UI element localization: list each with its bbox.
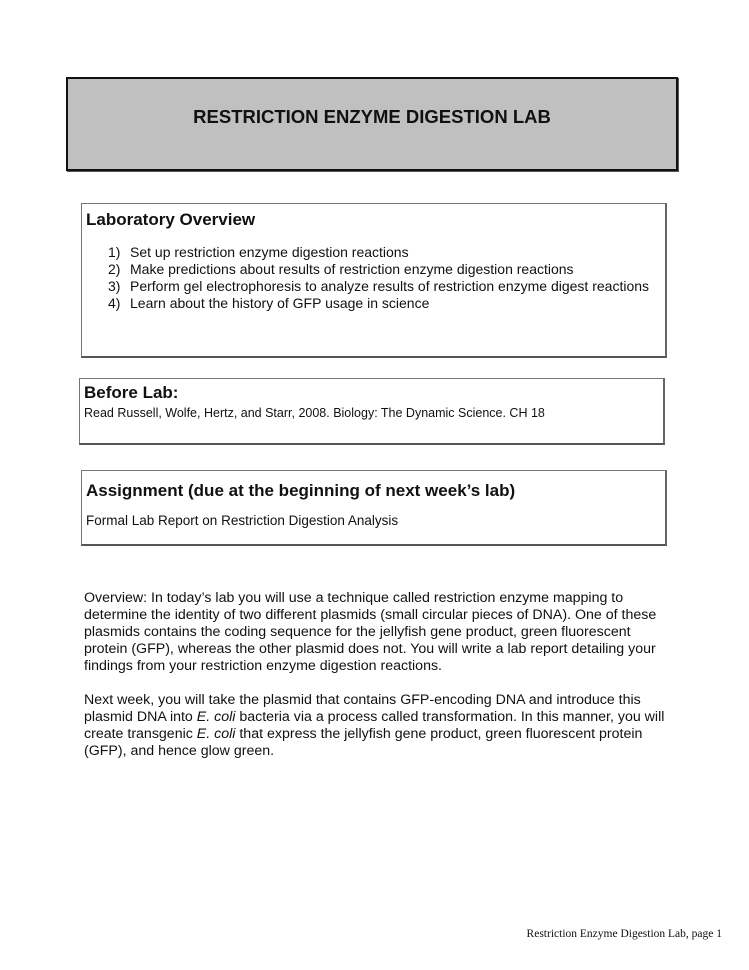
page-title: RESTRICTION ENZYME DIGESTION LAB xyxy=(193,106,551,127)
overview-list xyxy=(86,244,661,312)
item-text: Set up restriction enzyme digestion reactions xyxy=(130,244,409,260)
text-run: Next week, you will take the plasmid that contains GFP-encoding DNA and introduce this plasmid DNA into xyxy=(84,692,641,725)
before-lab-heading: Before Lab: xyxy=(84,383,179,402)
assignment-heading: Assignment (due at the beginning of next week’s lab) xyxy=(86,481,516,500)
title-box xyxy=(66,77,678,171)
item-number: 2) xyxy=(108,261,121,277)
laboratory-overview-box xyxy=(81,203,667,358)
text-run: that express the jellyfish gene product, green fluorescent protein (GFP), and hence glow green. xyxy=(84,726,643,759)
assignment-text: Formal Lab Report on Restriction Digestion Analysis xyxy=(86,513,399,528)
species-name: E. coli xyxy=(196,709,236,725)
list-item xyxy=(108,261,661,278)
before-lab-box xyxy=(79,378,665,445)
item-number: 4) xyxy=(108,295,121,311)
list-item xyxy=(108,278,661,295)
item-text: Perform gel electrophoresis to analyze results of restriction enzyme digest reactions xyxy=(130,278,650,294)
assignment-box xyxy=(81,470,667,546)
text-run: bacteria via a process called transformation. In this manner, you will create transgenic xyxy=(84,709,665,742)
item-number: 1) xyxy=(108,244,121,260)
list-item xyxy=(108,295,661,312)
list-item xyxy=(108,244,661,261)
item-number: 3) xyxy=(108,278,121,294)
item-text: Make predictions about results of restriction enzyme digestion reactions xyxy=(130,261,574,277)
next-week-paragraph xyxy=(84,692,674,760)
overview-paragraph: Overview: In today’s lab you will use a technique called restriction enzyme mapping to determine the identity of two different plasmids (small circular pieces of DNA). One of these plasmids contains the coding sequence for the jellyfish gene product, green fluorescent protein (GFP), whereas the other plasmid does not. You will write a lab report detailing your findings from your restriction enzyme digestion reactions. xyxy=(84,590,657,674)
species-name: E. coli xyxy=(196,726,236,742)
overview-heading: Laboratory Overview xyxy=(86,210,256,229)
item-text: Learn about the history of GFP usage in science xyxy=(130,295,430,311)
page-footer: Restriction Enzyme Digestion Lab, page 1 xyxy=(526,928,722,940)
before-lab-text: Read Russell, Wolfe, Hertz, and Starr, 2008. Biology: The Dynamic Science. CH 18 xyxy=(84,406,545,420)
